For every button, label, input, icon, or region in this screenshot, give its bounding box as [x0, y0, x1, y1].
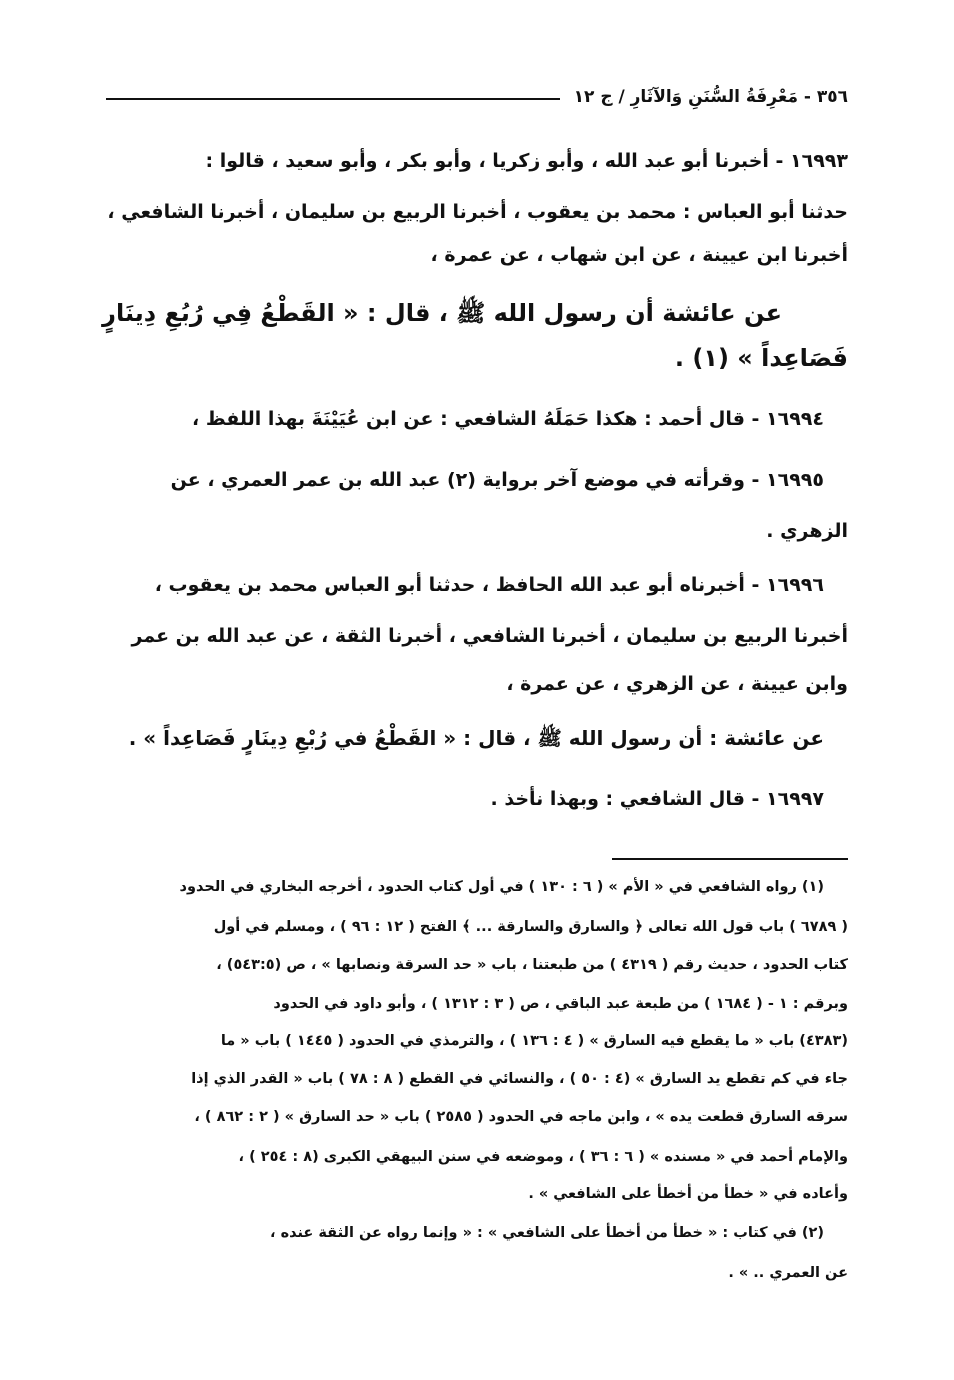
footnote-2-line-2: عن العمري .. » . [728, 1265, 848, 1281]
footnote-1-line-5: (٤٣٨٣) باب « ما يقطع فيه السارق » ( ٤ : ١٣٦ ) ، والترمذي في الحدود ( ١٤٤٥ ) باب « ما [220, 1033, 848, 1049]
hadith-16993-matn-line-1: عن عائشة أن رسول الله ﷺ ، قال : « القَطْعُ فِي رُبُعِ دِينَارٍ [102, 299, 782, 327]
page-header [106, 84, 848, 110]
hadith-16994-line: ١٦٩٩٤ - قال أحمد : هكذا حَمَلَهُ الشافعي : عن ابن عُيَيْنَةَ بهذا اللفظ ، [192, 408, 824, 430]
footnote-1-line-4: وبرقم : ١ - ( ١٦٨٤ ) من طبعة عبد الباقي ، ص ( ٣ : ١٣١٢ ) ، وأبو داود في الحدود [273, 996, 848, 1012]
footnote-2-line-1: (٢) في كتاب : « خطأ من أخطأ على الشافعي » : « وإنما رواه عن الثقة عنده ، [270, 1225, 824, 1241]
hadith-16993-line-2: حدثنا أبو العباس : محمد بن يعقوب ، أخبرنا الربيع بن سليمان ، أخبرنا الشافعي ، [107, 201, 848, 223]
footnote-1-line-2: ( ٦٧٨٩ ) باب قول الله تعالى ﴿ والسارق والسارقة ... ﴾ الفتح ( ١٢ : ٩٦ ) ، ومسلم في أول [213, 919, 848, 935]
hadith-16996-line-3: وابن عيينة ، عن الزهري ، عن عمرة ، [506, 673, 848, 695]
running-title: ٣٥٦ - مَعْرِفَةُ السُّنَنِ وَالآثَارِ / ج ١٢ [573, 87, 848, 107]
hadith-16996-line-1: ١٦٩٩٦ - أخبرناه أبو عبد الله الحافظ ، حدثنا أبو العباس محمد بن يعقوب ، [154, 574, 824, 596]
hadith-16996-matn: عن عائشة : أن رسول الله ﷺ ، قال : « القَطْعُ في رُبْعِ دِينَارٍ فَصَاعِداً » . [128, 726, 824, 750]
footnote-1-line-7: سرقه السارق قطعت يده » ، وابن ماجه في الحدود ( ٢٥٨٥ ) باب « حد السارق » ( ٢ : ٨٦٢ ) ، [194, 1109, 848, 1125]
footnote-1-line-8: والإمام أحمد في « مسنده » ( ٦ : ٣٦ ) ، وموضعه في سنن البيهقي الكبرى (٨ : ٢٥٤ ) ، [238, 1149, 848, 1165]
hadith-16993-line-1: ١٦٩٩٣ - أخبرنا أبو عبد الله ، وأبو زكريا ، وأبو بكر ، وأبو سعيد ، قالوا : [205, 150, 848, 172]
footnote-1-line-6: جاء في كم تقطع يد السارق » (٤ : ٥٠ ) ، والنسائي في القطع ( ٨ : ٧٨ ) باب « القدر الذي إذا [191, 1071, 848, 1087]
hadith-16993-matn-line-2: فَصَاعِداً » (١) . [674, 344, 848, 372]
footnote-1-line-1: (١) رواه الشافعي في « الأم » ( ٦ : ١٣٠ ) في أول كتاب الحدود ، أخرجه البخاري في الحدود [179, 879, 824, 895]
hadith-16993-line-3: أخبرنا ابن عيينة ، عن ابن شهاب ، عن عمرة ، [430, 244, 848, 266]
footnote-separator [612, 858, 848, 860]
footnote-1-line-3: كتاب الحدود ، حديث رقم ( ٤٣١٩ ) من طبعتنا ، باب « حد السرقة ونصابها » ، ص (٥٤٣:٥) ، [216, 957, 848, 973]
hadith-16996-line-2: أخبرنا الربيع بن سليمان ، أخبرنا الشافعي ، أخبرنا الثقة ، عن عبد الله بن عمر [131, 625, 848, 647]
header-rule [106, 98, 560, 100]
footnote-1-line-9: وأعاده في « خطأ من أخطأ على الشافعي » . [528, 1186, 848, 1202]
hadith-16997-line: ١٦٩٩٧ - قال الشافعي : وبهذا نأخذ . [490, 788, 824, 810]
hadith-16995-line-2: الزهري . [766, 520, 848, 542]
hadith-16995-line-1: ١٦٩٩٥ - وقرأته في موضع آخر برواية (٢) عبد الله بن عمر العمري ، عن [170, 469, 824, 491]
